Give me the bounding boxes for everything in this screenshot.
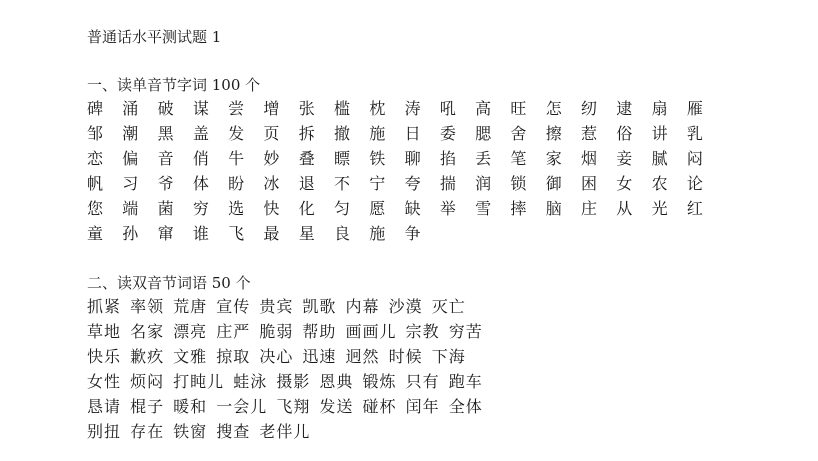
character-line: 碑 涌 破 谋 尝 增 张 槛 枕 涛 吼 高 旺 怎 纫 逮 扇 雁 (87, 99, 710, 118)
document-body (87, 26, 787, 444)
word-line: 别扭 存在 铁窗 搜查 老伴儿 (87, 422, 311, 441)
character-line: 童 孙 窜 谁 飞 最 星 良 施 争 (87, 224, 428, 243)
document-title: 普通话水平测试题 1 (87, 28, 222, 46)
word-line: 恳请 棍子 暖和 一会儿 飞翔 发送 碰杯 闰年 全体 (87, 397, 483, 416)
section-heading: 二、读双音节词语 50 个 (87, 274, 251, 292)
character-line: 邹 潮 黑 盖 发 页 拆 撤 施 日 委 腮 舍 擦 惹 俗 讲 乳 (87, 124, 710, 143)
section-heading: 一、读单音节字词 100 个 (87, 76, 261, 94)
section-double-syllable (87, 272, 787, 444)
character-line: 您 端 菌 穷 选 快 化 匀 愿 缺 举 雪 摔 脑 庄 从 光 红 (87, 199, 710, 218)
word-line: 快乐 歉疚 文雅 掠取 决心 迅速 迥然 时候 下海 (87, 347, 466, 366)
word-line: 草地 名家 漂亮 庄严 脆弱 帮助 画画儿 宗教 穷苦 (87, 322, 483, 341)
character-line: 帆 习 爷 体 盼 冰 退 不 宁 夸 揣 润 锁 御 困 女 农 论 (87, 174, 710, 193)
character-line: 恋 偏 音 俏 牛 妙 叠 瞟 铁 聊 掐 丢 笔 家 烟 妾 腻 闷 (87, 149, 710, 168)
word-line: 抓紧 率领 荒唐 宣传 贵宾 凯歌 内幕 沙漠 灭亡 (87, 297, 466, 316)
word-line: 女性 烦闷 打盹儿 蛙泳 摄影 恩典 锻炼 只有 跑车 (87, 372, 483, 391)
section-single-syllable (87, 74, 787, 246)
